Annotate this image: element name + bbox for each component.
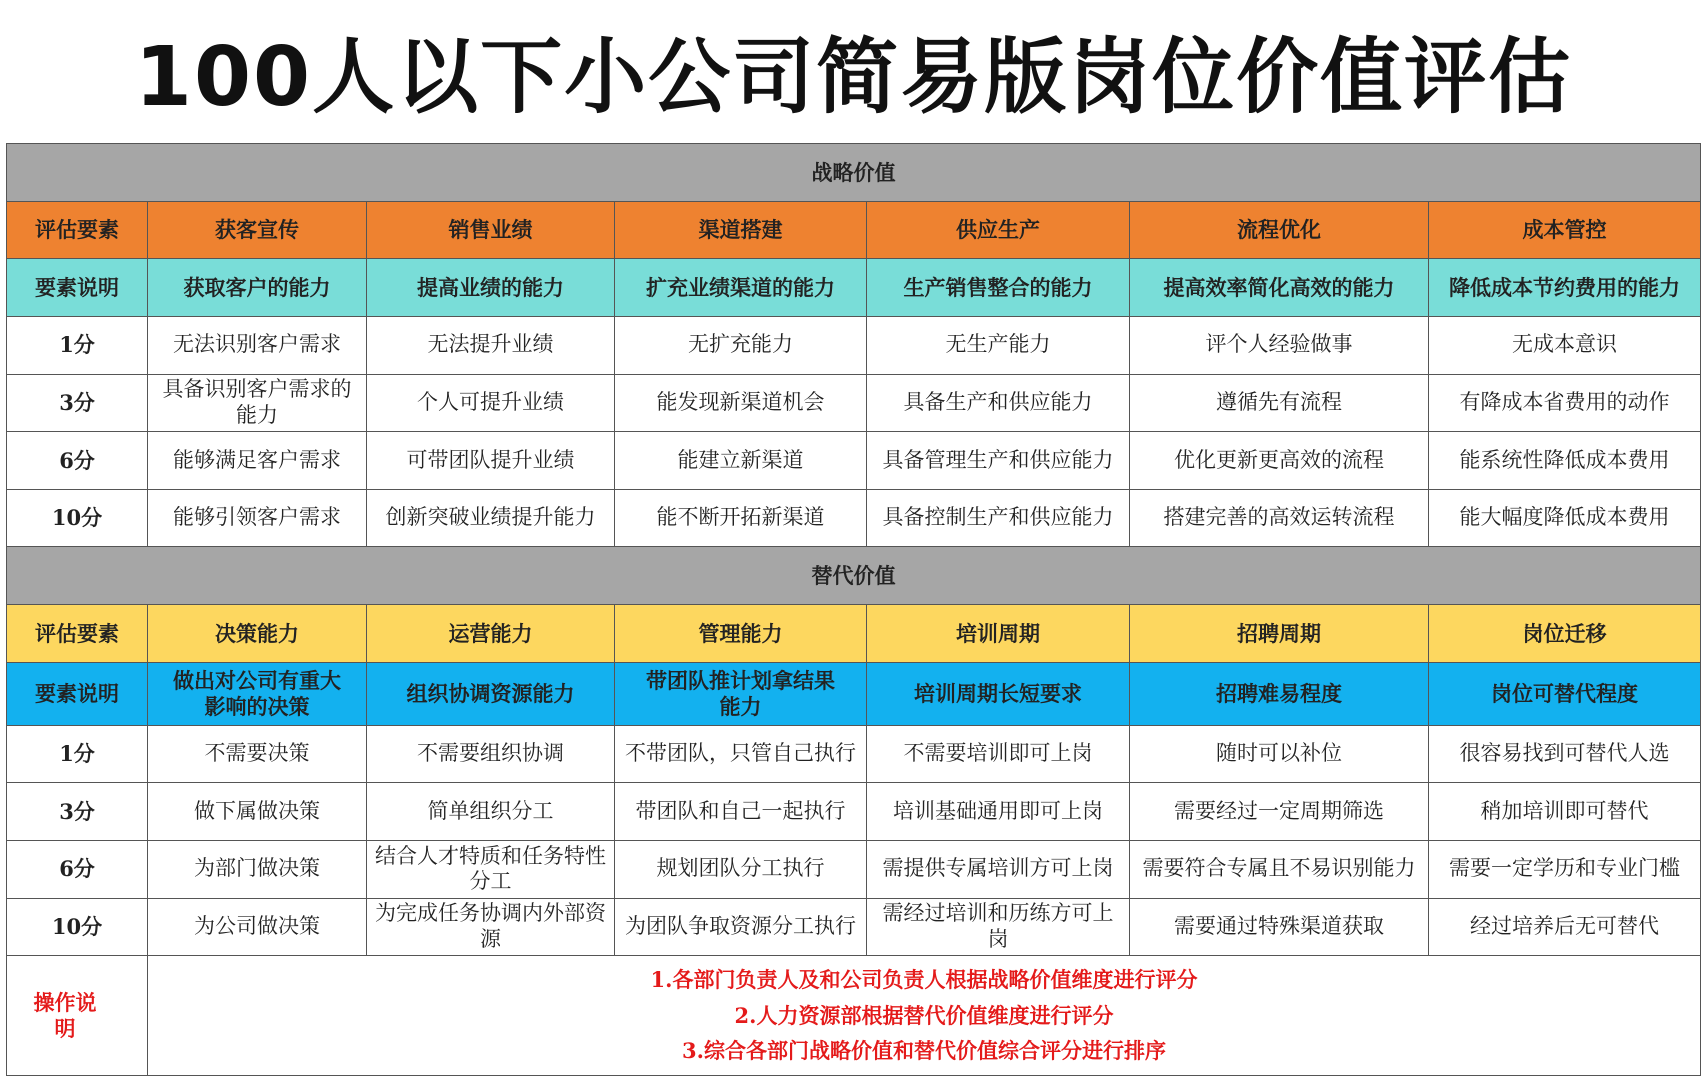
criteria-cell: 优化更新更高效的流程 <box>1130 432 1429 490</box>
criteria-cell: 能够满足客户需求 <box>148 432 367 490</box>
factor-header: 供应生产 <box>867 201 1130 259</box>
score-row <box>7 374 1701 432</box>
factor-description: 降低成本节约费用的能力 <box>1429 259 1701 317</box>
criteria-cell: 稍加培训即可替代 <box>1429 783 1701 841</box>
criteria-cell: 随时可以补位 <box>1130 725 1429 783</box>
factor-header: 获客宣传 <box>148 201 367 259</box>
criteria-cell: 做下属做决策 <box>148 783 367 841</box>
factor-description: 做出对公司有重大影响的决策 <box>148 662 367 725</box>
strategic-description-row <box>7 259 1701 317</box>
criteria-cell: 能不断开拓新渠道 <box>615 489 867 547</box>
factor-description: 生产销售整合的能力 <box>867 259 1130 317</box>
score-row <box>7 725 1701 783</box>
note-line: 3.综合各部门战略价值和替代价值综合评分进行排序 <box>682 1038 1166 1064</box>
criteria-cell: 无扩充能力 <box>615 316 867 374</box>
criteria-cell: 不需要组织协调 <box>367 725 615 783</box>
score-row <box>7 783 1701 841</box>
factor-description: 带团队推计划拿结果能力 <box>615 662 867 725</box>
score-label: 3分 <box>7 783 148 841</box>
score-label: 6分 <box>7 432 148 490</box>
factor-header: 流程优化 <box>1130 201 1429 259</box>
factor-description: 培训周期长短要求 <box>867 662 1130 725</box>
criteria-cell: 带团队和自己一起执行 <box>615 783 867 841</box>
factor-description: 提高业绩的能力 <box>367 259 615 317</box>
factor-description: 获取客户的能力 <box>148 259 367 317</box>
notes-row <box>7 956 1701 1076</box>
criteria-cell: 简单组织分工 <box>367 783 615 841</box>
criteria-cell: 无成本意识 <box>1429 316 1701 374</box>
substitute-description-row <box>7 662 1701 725</box>
strategic-factor-row <box>7 201 1701 259</box>
criteria-cell: 结合人才特质和任务特性分工 <box>367 840 615 898</box>
criteria-cell: 为团队争取资源分工执行 <box>615 898 867 956</box>
criteria-cell: 搭建完善的高效运转流程 <box>1130 489 1429 547</box>
criteria-cell: 具备生产和供应能力 <box>867 374 1130 432</box>
factor-description: 招聘难易程度 <box>1130 662 1429 725</box>
criteria-cell: 能大幅度降低成本费用 <box>1429 489 1701 547</box>
note-line: 2.人力资源部根据替代价值维度进行评分 <box>734 1002 1114 1028</box>
criteria-cell: 需要一定学历和专业门槛 <box>1429 840 1701 898</box>
score-label: 6分 <box>7 840 148 898</box>
criteria-cell: 具备管理生产和供应能力 <box>867 432 1130 490</box>
criteria-cell: 需要经过一定周期筛选 <box>1130 783 1429 841</box>
criteria-cell: 需提供专属培训方可上岗 <box>867 840 1130 898</box>
criteria-cell: 不需要培训即可上岗 <box>867 725 1130 783</box>
criteria-cell: 无法识别客户需求 <box>148 316 367 374</box>
job-evaluation-table <box>6 143 1701 1076</box>
criteria-cell: 能够引领客户需求 <box>148 489 367 547</box>
score-label: 10分 <box>7 898 148 956</box>
factor-description: 提高效率简化高效的能力 <box>1130 259 1429 317</box>
substitute-factor-row <box>7 605 1701 663</box>
factor-description: 扩充业绩渠道的能力 <box>615 259 867 317</box>
criteria-cell: 经过培养后无可替代 <box>1429 898 1701 956</box>
score-row <box>7 316 1701 374</box>
score-row <box>7 840 1701 898</box>
criteria-cell: 无生产能力 <box>867 316 1130 374</box>
criteria-cell: 能发现新渠道机会 <box>615 374 867 432</box>
factor-header: 决策能力 <box>148 605 367 663</box>
factor-header: 成本管控 <box>1429 201 1701 259</box>
factor-header: 岗位迁移 <box>1429 605 1701 663</box>
factor-header: 运营能力 <box>367 605 615 663</box>
description-label: 要素说明 <box>7 662 148 725</box>
criteria-cell: 培训基础通用即可上岗 <box>867 783 1130 841</box>
criteria-cell: 需要通过特殊渠道获取 <box>1130 898 1429 956</box>
criteria-cell: 评个人经验做事 <box>1130 316 1429 374</box>
strategic-section-title: 战略价值 <box>7 144 1701 202</box>
criteria-cell: 为部门做决策 <box>148 840 367 898</box>
criteria-cell: 能建立新渠道 <box>615 432 867 490</box>
criteria-cell: 具备控制生产和供应能力 <box>867 489 1130 547</box>
criteria-cell: 规划团队分工执行 <box>615 840 867 898</box>
factor-header: 渠道搭建 <box>615 201 867 259</box>
criteria-cell: 可带团队提升业绩 <box>367 432 615 490</box>
description-label: 要素说明 <box>7 259 148 317</box>
criteria-cell: 不需要决策 <box>148 725 367 783</box>
notes-content <box>148 956 1701 1076</box>
strategic-section-row <box>7 144 1701 202</box>
criteria-cell: 能系统性降低成本费用 <box>1429 432 1701 490</box>
page-title: 100人以下小公司简易版岗位价值评估 <box>134 29 1573 125</box>
criteria-cell: 需经过培训和历练方可上岗 <box>867 898 1130 956</box>
substitute-section-row <box>7 547 1701 605</box>
factor-header: 管理能力 <box>615 605 867 663</box>
score-label: 10分 <box>7 489 148 547</box>
score-label: 1分 <box>7 316 148 374</box>
criteria-cell: 很容易找到可替代人选 <box>1429 725 1701 783</box>
criteria-cell: 创新突破业绩提升能力 <box>367 489 615 547</box>
factor-description: 岗位可替代程度 <box>1429 662 1701 725</box>
note-line: 1.各部门负责人及和公司负责人根据战略价值维度进行评分 <box>650 967 1198 993</box>
factor-header: 培训周期 <box>867 605 1130 663</box>
criteria-cell: 个人可提升业绩 <box>367 374 615 432</box>
factor-label: 评估要素 <box>7 201 148 259</box>
criteria-cell: 无法提升业绩 <box>367 316 615 374</box>
score-row <box>7 489 1701 547</box>
score-row <box>7 898 1701 956</box>
substitute-section-title: 替代价值 <box>7 547 1701 605</box>
factor-description: 组织协调资源能力 <box>367 662 615 725</box>
score-label: 3分 <box>7 374 148 432</box>
criteria-cell: 不带团队，只管自己执行 <box>615 725 867 783</box>
criteria-cell: 为公司做决策 <box>148 898 367 956</box>
criteria-cell: 需要符合专属且不易识别能力 <box>1130 840 1429 898</box>
criteria-cell: 遵循先有流程 <box>1130 374 1429 432</box>
factor-label: 评估要素 <box>7 605 148 663</box>
criteria-cell: 为完成任务协调内外部资源 <box>367 898 615 956</box>
criteria-cell: 有降成本省费用的动作 <box>1429 374 1701 432</box>
score-row <box>7 432 1701 490</box>
factor-header: 销售业绩 <box>367 201 615 259</box>
score-label: 1分 <box>7 725 148 783</box>
notes-label: 操作说明 <box>7 956 148 1076</box>
criteria-cell: 具备识别客户需求的能力 <box>148 374 367 432</box>
factor-header: 招聘周期 <box>1130 605 1429 663</box>
